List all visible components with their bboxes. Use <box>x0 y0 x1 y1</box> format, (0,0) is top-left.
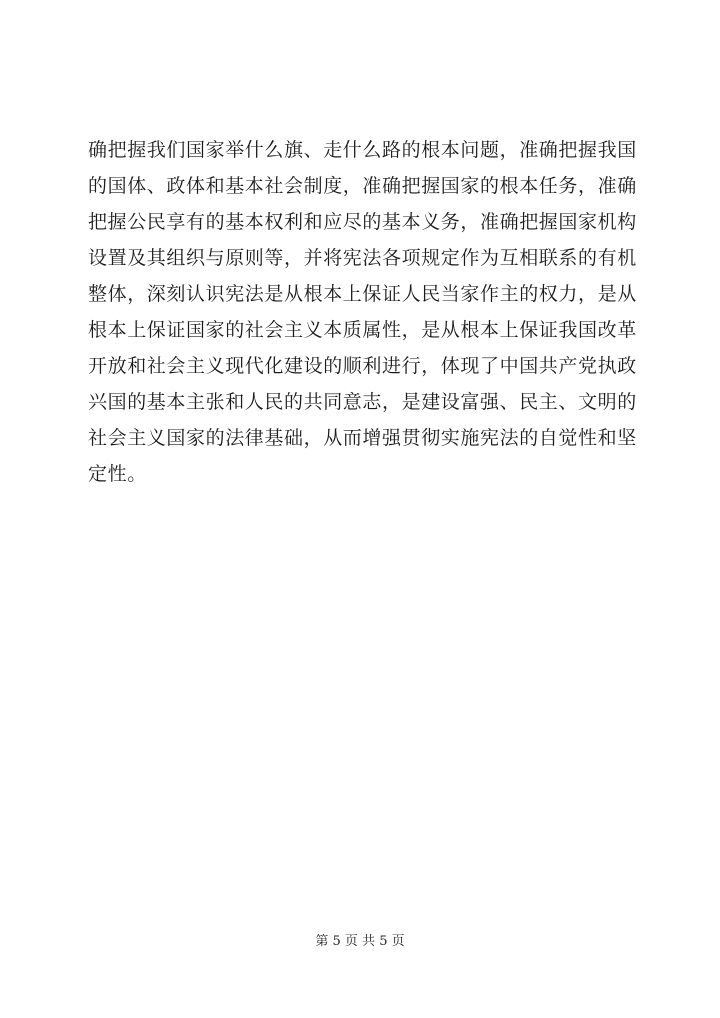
paragraph-line: 根本上保证国家的社会主义本质属性，是从根本上保证我国改革 <box>88 319 637 341</box>
paragraph-line: 定性。 <box>88 463 147 485</box>
paragraph-line: 开放和社会主义现代化建设的顺利进行，体现了中国共产党执政 <box>88 355 637 377</box>
paragraph-line: 把握公民享有的基本权利和应尽的基本义务，准确把握国家机构 <box>88 211 637 233</box>
paragraph-line: 整体，深刻认识宪法是从根本上保证人民当家作主的权力，是从 <box>88 283 637 305</box>
paragraph-line: 社会主义国家的法律基础，从而增强贯彻实施宪法的自觉性和坚 <box>88 427 637 449</box>
paragraph-line: 兴国的基本主张和人民的共同意志，是建设富强、民主、文明的 <box>88 391 637 413</box>
paragraph-line: 确把握我们国家举什么旗、走什么路的根本问题，准确把握我国 <box>88 139 637 161</box>
page-number-label: 第 5 页 共 5 页 <box>315 934 405 949</box>
paragraph-line: 设置及其组织与原则等，并将宪法各项规定作为互相联系的有机 <box>88 247 637 269</box>
body-paragraph <box>88 132 648 492</box>
paragraph-line: 的国体、政体和基本社会制度，准确把握国家的根本任务，准确 <box>88 175 637 197</box>
page-footer <box>0 932 720 952</box>
